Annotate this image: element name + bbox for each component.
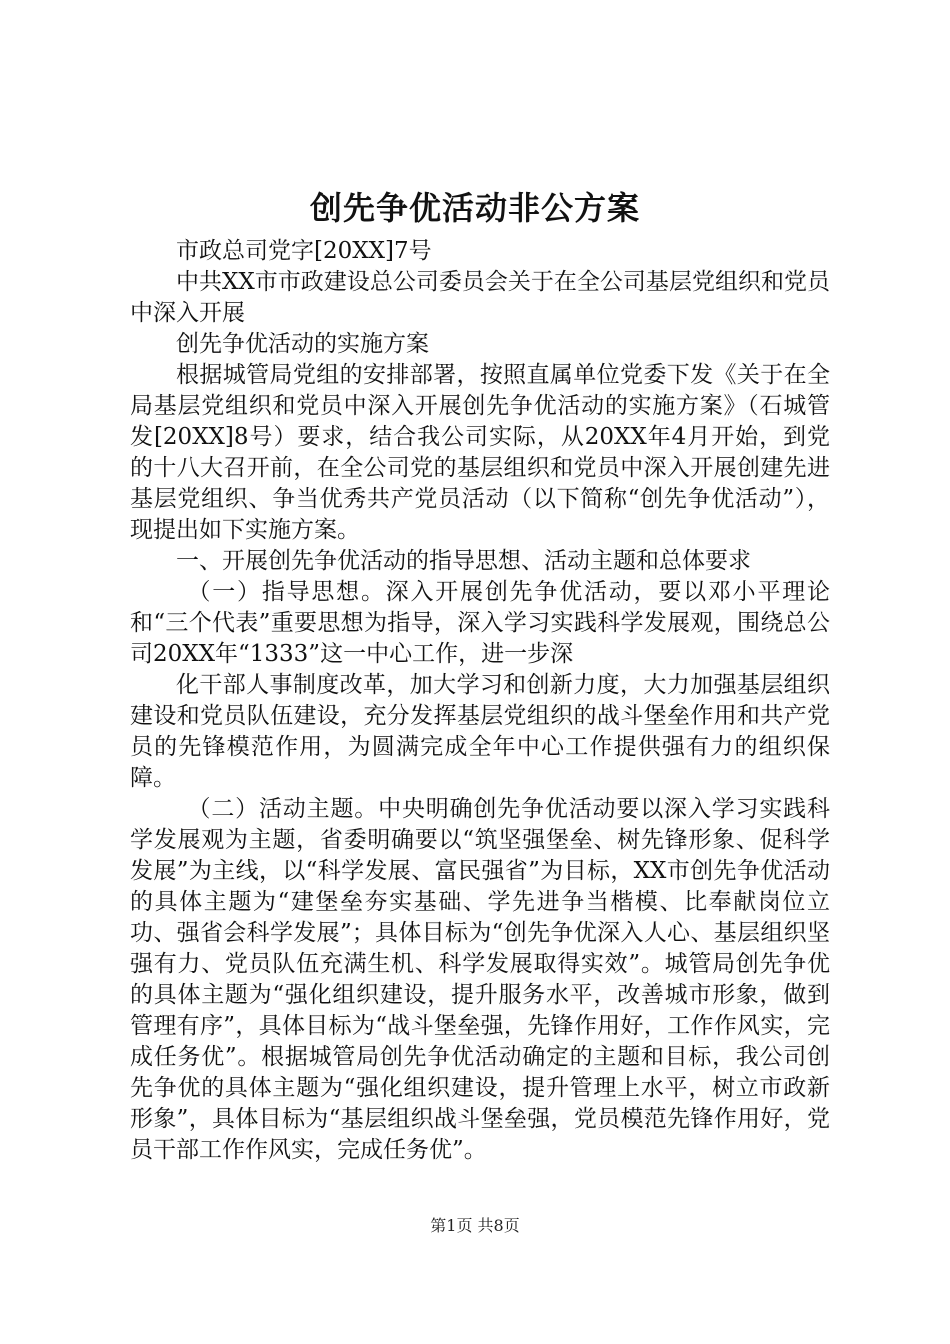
guiding-thought-paragraph: （一）指导思想。深入开展创先争优活动，要以邓小平理论和“三个代表”重要思想为指导，深入学习实践科学发展观，围绕总公司20XX年“1333”这一中心工作，进一步深: [130, 579, 830, 667]
intro-paragraph: 根据城管局党组的安排部署，按照直属单位党委下发《关于在全局基层党组织和党员中深入开展创先争优活动的实施方案》（石城管发[20XX]8号）要求，结合我公司实际，从20XX年4月开始，到党的十八大召开前，在全公司党的基层组织和党员中深入开展创建先进基层党组织、争当优秀共产党员活动（以下简称“创先争优活动”），现提出如下实施方案。: [130, 362, 830, 543]
section-heading-1: 一、开展创先争优活动的指导思想、活动主题和总体要求: [176, 548, 751, 574]
page-footer: 第1页 共8页: [430, 1216, 520, 1235]
notice-heading: 中共XX市市政建设总公司委员会关于在全公司基层党组织和党员中深入开展: [130, 269, 830, 326]
guiding-thought-continued: 化干部人事制度改革，加大学习和创新力度，大力加强基层组织建设和党员队伍建设，充分发挥基层党组织的战斗堡垒作用和共产党员的先锋模范作用，为圆满完成全年中心工作提供强有力的组织保障。: [130, 672, 830, 791]
document-number: 市政总司党字[20XX]7号: [176, 238, 432, 264]
document-body: [130, 236, 830, 1166]
document-title: 创先争优活动非公方案: [309, 189, 640, 227]
activity-theme-paragraph: （二）活动主题。中央明确创先争优活动要以深入学习实践科学发展观为主题，省委明确要以“筑坚强堡垒、树先锋形象、促科学发展”为主线，以“科学发展、富民强省”为目标，XX市创先争优活动的具体主题为“建堡垒夯实基础、学先进争当楷模、比奉献岗位立功、强省会科学发展”；具体目标为“创先争优深入人心、基层组织坚强有力、党员队伍充满生机、科学发展取得实效”。城管局创先争优的具体主题为“强化组织建设，提升服务水平，改善城市形象，做到管理有序”，具体目标为“战斗堡垒强，先锋作用好，工作作风实，完成任务优”。根据城管局创先争优活动确定的主题和目标，我公司创先争优的具体主题为“强化组织建设，提升管理上水平，树立市政新形象”，具体目标为“基层组织战斗堡垒强，党员模范先锋作用好，党员干部工作作风实，完成任务优”。: [130, 796, 830, 1163]
notice-subheading: 创先争优活动的实施方案: [176, 331, 429, 357]
